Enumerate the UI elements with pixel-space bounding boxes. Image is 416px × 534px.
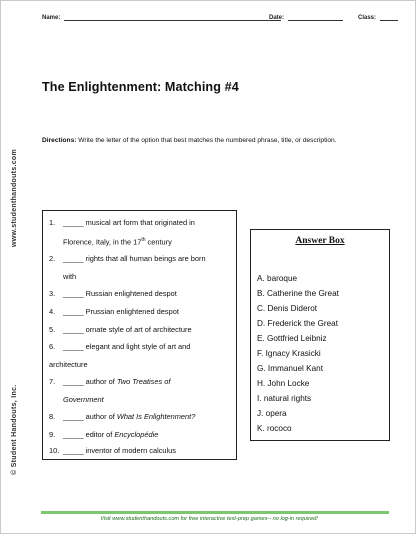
list-item: 4. _____ Prussian enlightened despot xyxy=(49,307,179,316)
directions xyxy=(42,135,382,147)
list-item: 6. _____ elegant and light style of art and architecture xyxy=(49,342,191,369)
name-line xyxy=(64,13,281,21)
class-label: Class: xyxy=(358,15,377,21)
footer-text[interactable]: Visit www.studenthandouts.com for free interactive test-prep games-- no log-in required! xyxy=(100,516,318,522)
answer-option: I. natural rights xyxy=(257,394,312,403)
class-line xyxy=(380,13,398,21)
list-item: 9. _____ editor of Encyclopédie xyxy=(49,430,159,439)
page-title: The Enlightenment: Matching #4 xyxy=(42,80,239,94)
answer-option: F. Ignacy Krasicki xyxy=(257,349,321,358)
directions-text: Write the letter of the option that best matches the numbered phrase, title, or description. xyxy=(76,137,337,144)
answer-option: K. rococo xyxy=(257,424,292,433)
answer-box-heading: Answer Box xyxy=(295,236,345,246)
date-field xyxy=(269,13,343,21)
side-copyright: © Student Handouts, Inc. xyxy=(11,384,18,475)
questions-box xyxy=(42,210,237,460)
list-item: 3. _____ Russian enlightened despot xyxy=(49,289,177,298)
footer-bar xyxy=(41,511,389,514)
answer-option: D. Frederick the Great xyxy=(257,319,338,328)
answer-option: H. John Locke xyxy=(257,379,310,388)
answer-option: B. Catherine the Great xyxy=(257,289,339,298)
list-item: 1. _____ musical art form that originated in Florence, Italy, in the 17th century xyxy=(49,218,195,246)
answer-option: E. Gottfried Leibniz xyxy=(257,334,327,343)
date-line xyxy=(288,13,343,21)
name-field xyxy=(42,13,281,21)
list-item: 10. _____ inventor of modern calculus xyxy=(49,446,176,455)
name-label: Name: xyxy=(42,15,61,21)
list-item: 2. _____ rights that all human beings are born with xyxy=(49,254,206,281)
answer-box xyxy=(250,229,390,441)
list-item: 8. _____ author of What Is Enlightenment? xyxy=(49,412,196,421)
answer-option: J. opera xyxy=(257,409,287,418)
date-label: Date: xyxy=(269,15,285,21)
list-item: 7. _____ author of Two Treatises of Government xyxy=(49,377,171,404)
answer-option: A. baroque xyxy=(257,274,298,283)
answer-option: C. Denis Diderot xyxy=(257,304,318,313)
list-item: 5. _____ ornate style of art of architecture xyxy=(49,325,192,334)
class-field xyxy=(358,13,398,21)
side-url: www.studenthandouts.com xyxy=(11,148,18,247)
directions-label: Directions: xyxy=(42,137,77,144)
answer-option: G. Immanuel Kant xyxy=(257,364,323,373)
